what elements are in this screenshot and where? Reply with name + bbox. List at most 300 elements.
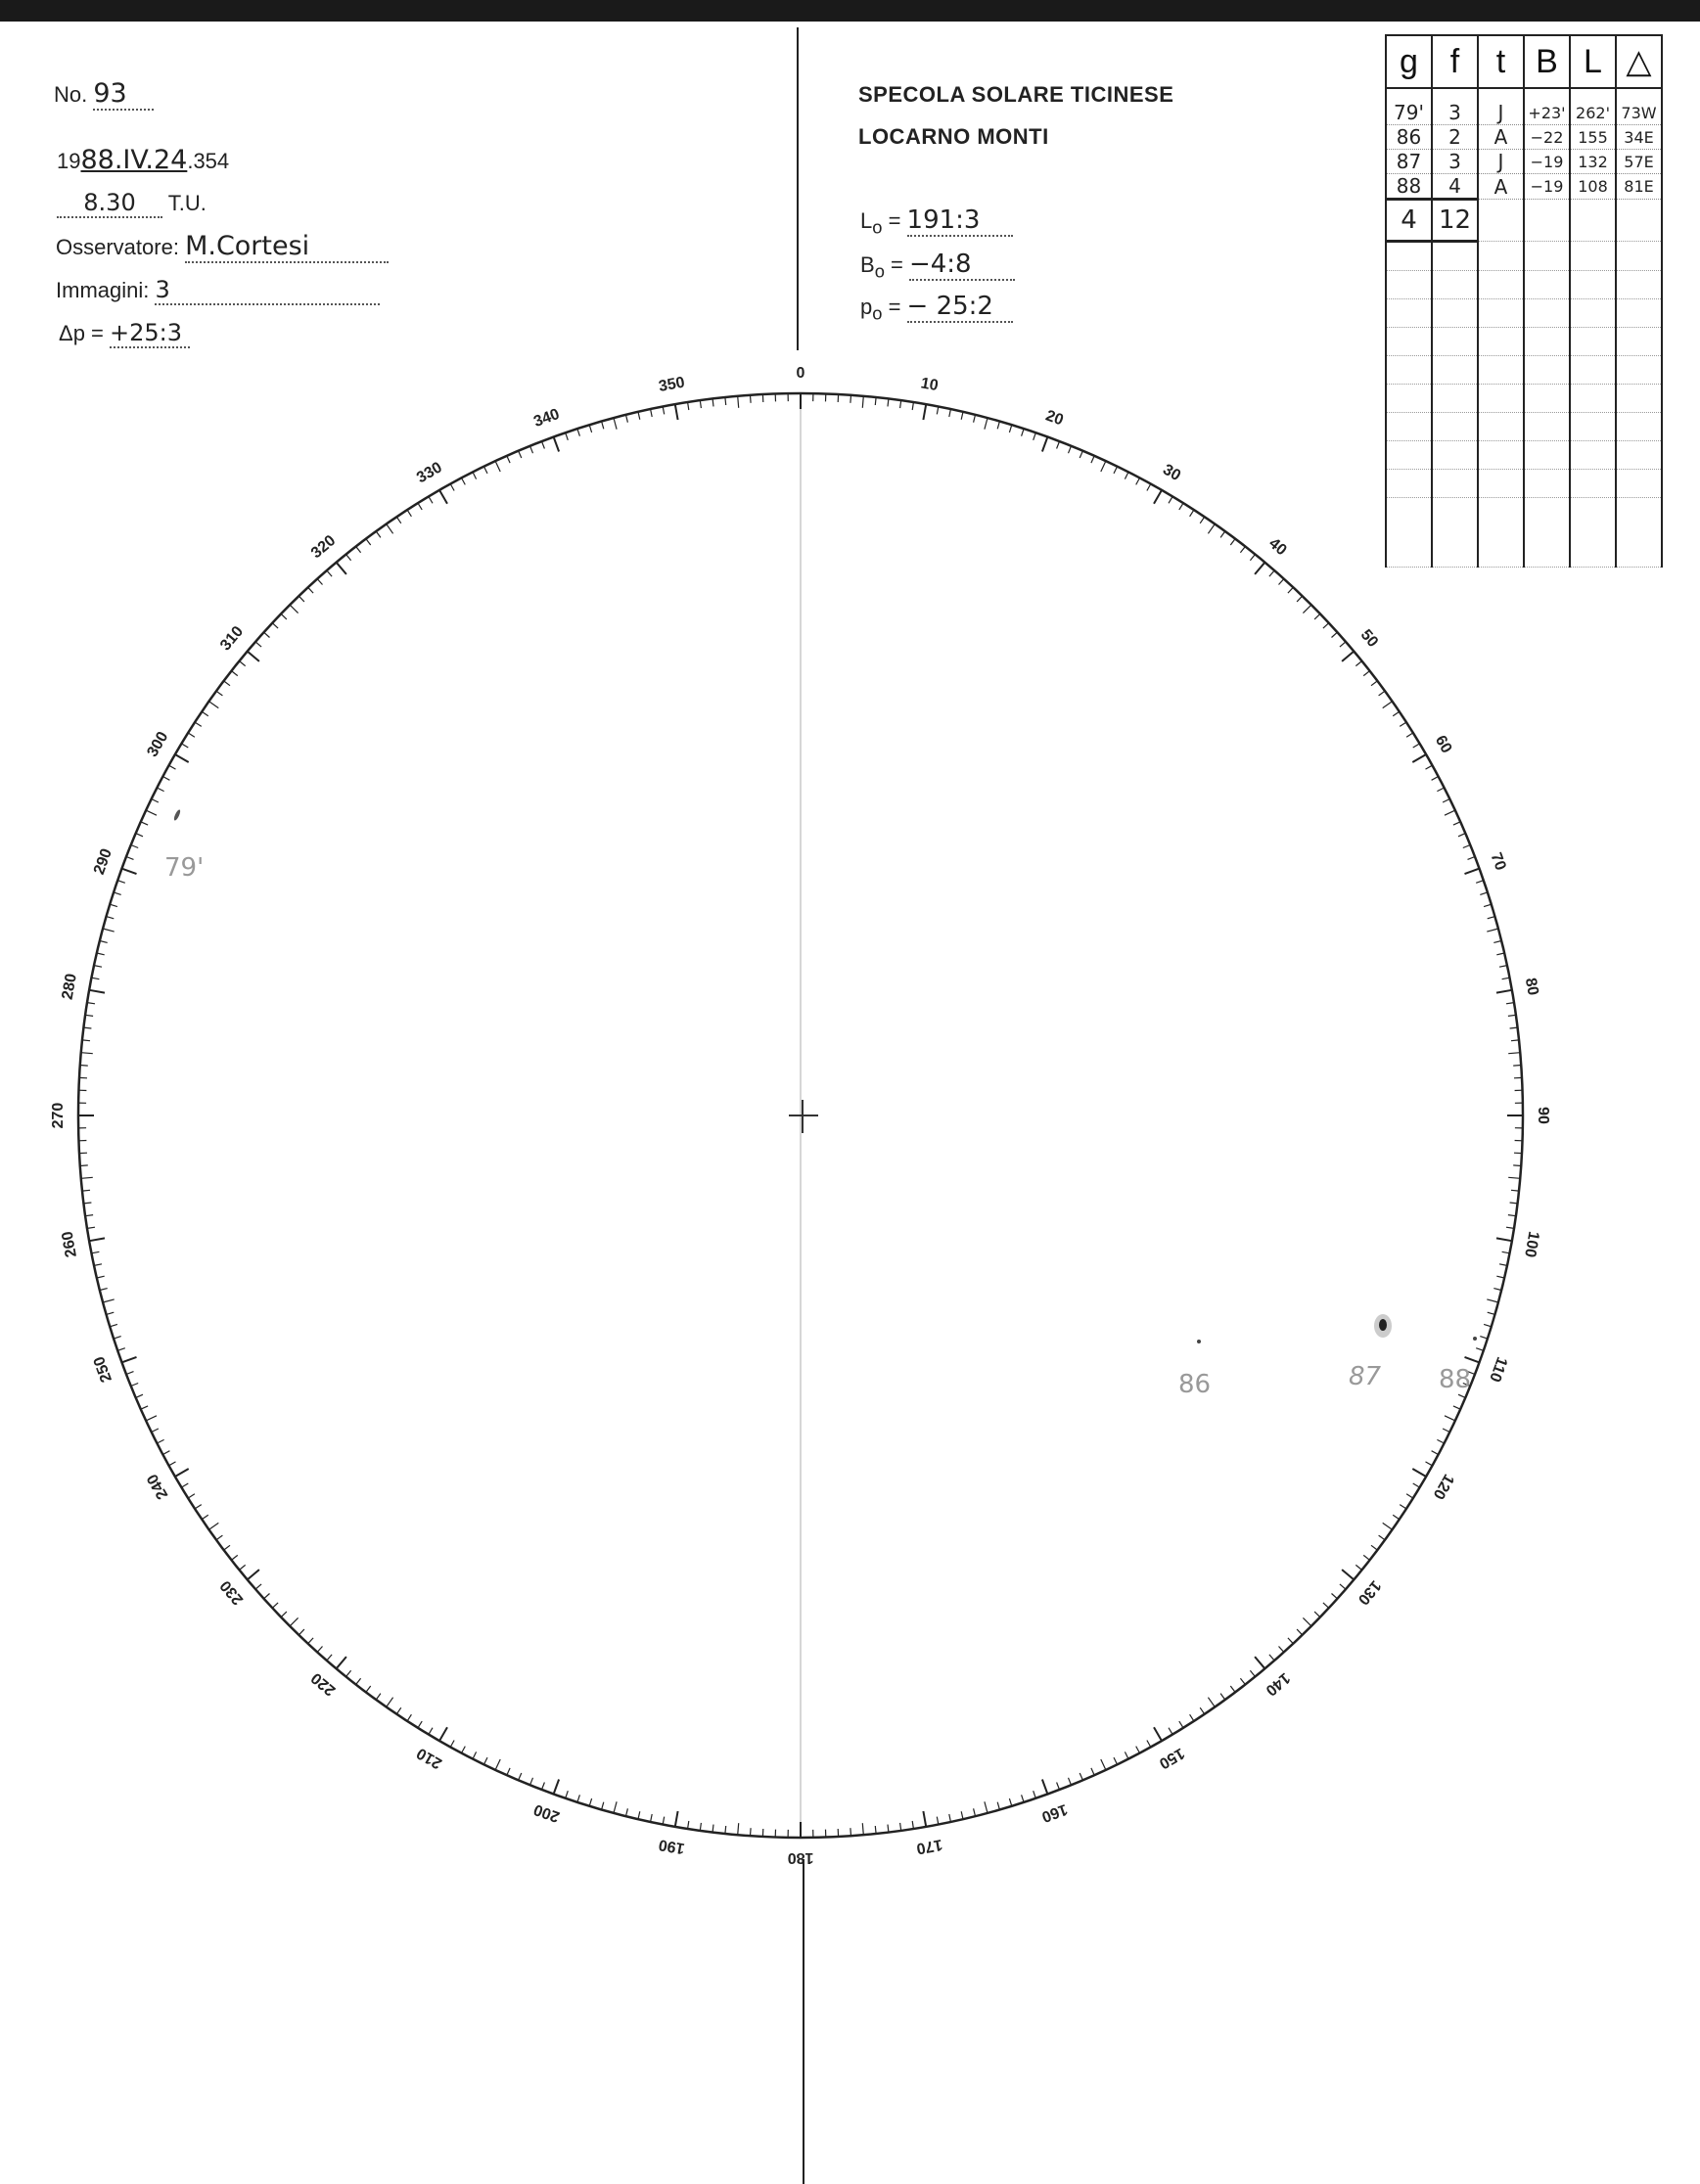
delta-p-value: +25:3: [110, 319, 190, 348]
degree-tick: [602, 1802, 604, 1810]
degree-tick: [1496, 990, 1512, 993]
degree-tick: [1445, 1416, 1455, 1421]
degree-tick: [1437, 1439, 1444, 1443]
degree-tick: [1488, 917, 1495, 919]
cell: 108: [1570, 174, 1616, 200]
degree-tick: [1057, 441, 1060, 449]
institution-name: SPECOLA SOLARE TICINESE: [858, 82, 1174, 107]
degree-tick: [1487, 929, 1498, 932]
degree-label: 10: [919, 375, 940, 395]
degree-tick: [1476, 1348, 1484, 1351]
degree-tick: [122, 1357, 137, 1363]
degree-tick: [202, 711, 208, 716]
degree-tick: [937, 407, 939, 415]
degree-tick: [224, 681, 230, 686]
degree-tick: [114, 1337, 121, 1340]
degree-tick: [589, 1798, 591, 1806]
degree-tick: [290, 605, 298, 613]
degree-tick: [84, 1203, 92, 1204]
degree-tick: [152, 1429, 159, 1433]
degree-tick: [519, 451, 522, 458]
degree-tick: [1484, 1324, 1492, 1326]
degree-tick: [1432, 777, 1439, 781]
col-t: t: [1478, 35, 1524, 88]
degree-tick: [89, 990, 105, 993]
cell: A: [1478, 174, 1524, 200]
sunspot-mark: [173, 809, 182, 822]
degree-tick: [308, 587, 313, 593]
degree-tick: [1480, 1337, 1488, 1340]
cell: 87: [1386, 150, 1432, 174]
p0-value: − 25:2: [907, 292, 1013, 323]
cell: −22: [1524, 125, 1570, 150]
degree-label: 130: [1354, 1576, 1385, 1609]
degree-tick: [675, 1811, 678, 1827]
degree-tick: [1034, 432, 1036, 440]
degree-tick: [923, 404, 926, 420]
degree-tick: [1022, 429, 1025, 436]
degree-tick: [224, 1545, 230, 1550]
institution-location: LOCARNO MONTI: [858, 124, 1049, 149]
degree-tick: [346, 555, 351, 561]
degree-label: 320: [307, 531, 340, 563]
degree-tick: [100, 941, 108, 943]
degree-tick: [429, 496, 433, 503]
param-p0: $p_o$ = − 25:2: [860, 292, 1013, 324]
degree-tick: [157, 1439, 163, 1443]
degree-tick: [1463, 845, 1471, 848]
degree-tick: [997, 422, 999, 430]
degree-tick: [1230, 1686, 1235, 1692]
degree-tick: [912, 402, 913, 410]
degree-tick: [209, 702, 219, 708]
center-cross: [789, 1100, 818, 1133]
degree-tick: [614, 418, 617, 430]
images-label: Immagini:: [56, 278, 150, 302]
degree-tick: [1371, 1545, 1377, 1550]
degree-tick: [1355, 661, 1361, 666]
degree-tick: [1340, 1584, 1346, 1589]
degree-tick: [1200, 1707, 1205, 1714]
degree-tick: [248, 1570, 259, 1579]
sunspot-label-79: 79': [164, 853, 205, 883]
col-l: L: [1570, 35, 1616, 88]
degree-tick: [1332, 632, 1338, 637]
degree-tick: [450, 1741, 454, 1748]
degree-tick: [1154, 490, 1162, 504]
degree-label: 150: [1156, 1744, 1187, 1772]
cell: −19: [1524, 150, 1570, 174]
degree-tick: [1340, 642, 1346, 647]
degree-tick: [1342, 652, 1354, 661]
degree-tick: [396, 517, 401, 523]
cell: +23': [1524, 88, 1570, 125]
degree-tick: [1400, 722, 1406, 726]
degree-tick: [530, 1778, 533, 1786]
degree-tick: [231, 1555, 237, 1560]
degree-tick: [1493, 1289, 1501, 1291]
degree-tick: [1169, 496, 1172, 503]
degree-tick: [974, 415, 976, 423]
cell: J: [1478, 88, 1524, 125]
degree-tick: [264, 632, 270, 637]
cell: 86: [1386, 125, 1432, 150]
degree-tick: [566, 1791, 569, 1798]
date-suffix: .354: [187, 149, 230, 173]
degree-tick: [1493, 941, 1501, 943]
degree-tick: [97, 1276, 105, 1278]
degree-tick: [961, 412, 963, 420]
degree-tick: [1297, 1629, 1303, 1635]
degree-tick: [1453, 822, 1460, 825]
degree-tick: [216, 691, 223, 696]
degree-tick: [1125, 472, 1128, 478]
degree-tick: [264, 1594, 270, 1599]
degree-tick: [1393, 711, 1400, 716]
degree-label: 230: [216, 1576, 248, 1609]
degree-tick: [484, 1757, 488, 1764]
degree-tick: [589, 425, 591, 432]
degree-tick: [317, 579, 322, 585]
degree-tick: [1034, 1791, 1036, 1798]
degree-tick: [1426, 765, 1433, 769]
degree-tick: [626, 415, 628, 423]
degree-tick: [712, 1825, 713, 1833]
degree-tick: [1279, 1647, 1284, 1653]
sunspot-label-87: 87: [1349, 1362, 1382, 1391]
degree-tick: [1208, 1698, 1215, 1707]
degree-tick: [1179, 1721, 1183, 1728]
degree-tick: [1400, 1505, 1406, 1509]
degree-tick: [1255, 563, 1264, 574]
degree-tick: [103, 1299, 115, 1302]
degree-tick: [131, 1384, 139, 1387]
degree-tick: [202, 1515, 208, 1520]
degree-tick: [862, 1823, 863, 1835]
degree-tick: [327, 570, 332, 576]
degree-tick: [507, 1768, 510, 1775]
cell: 4: [1432, 174, 1478, 200]
degree-tick: [181, 1483, 188, 1487]
degree-tick: [1240, 1678, 1245, 1684]
degree-tick: [1009, 425, 1011, 432]
degree-tick: [175, 754, 189, 762]
degree-tick: [376, 1694, 381, 1701]
degree-label: 20: [1043, 407, 1066, 430]
degree-tick: [281, 614, 287, 619]
degree-tick: [1250, 1670, 1255, 1676]
cell: 34E: [1616, 125, 1662, 150]
degree-tick: [110, 1324, 117, 1326]
degree-tick: [81, 1177, 93, 1178]
degree-tick: [1508, 1053, 1520, 1054]
degree-tick: [1220, 531, 1225, 538]
degree-tick: [281, 1612, 287, 1617]
degree-tick: [308, 1638, 313, 1644]
degree-tick: [136, 1394, 143, 1397]
param-l0: $L_o$ = 191:3: [860, 205, 1013, 238]
degree-tick: [577, 1795, 580, 1802]
degree-tick: [888, 399, 889, 407]
degree-tick: [387, 1698, 393, 1707]
degree-tick: [146, 810, 157, 815]
cell: A: [1478, 125, 1524, 150]
degree-tick: [1200, 517, 1205, 523]
degree-tick: [117, 881, 125, 884]
degree-tick: [240, 661, 246, 666]
degree-tick: [542, 441, 545, 449]
degree-tick: [1288, 1638, 1293, 1644]
degree-tick: [700, 400, 701, 408]
degree-tick: [507, 456, 510, 463]
sunspot-mark: [1473, 1337, 1477, 1341]
degree-tick: [84, 1027, 92, 1028]
degree-tick: [195, 722, 202, 726]
cell: 57E: [1616, 150, 1662, 174]
degree-tick: [141, 1406, 148, 1409]
degree-tick: [418, 503, 422, 510]
degree-tick: [900, 1823, 901, 1831]
degree-tick: [1179, 503, 1183, 510]
degree-tick: [1220, 1694, 1225, 1701]
degree-label: 80: [1521, 977, 1541, 997]
degree-tick: [1406, 733, 1413, 737]
degree-tick: [1022, 1795, 1025, 1802]
degree-tick: [87, 1227, 95, 1228]
degree-tick: [1496, 1238, 1512, 1241]
degree-tick: [1342, 1570, 1354, 1579]
degree-tick: [1288, 587, 1293, 593]
l0-sub: o: [872, 216, 883, 238]
degree-tick: [688, 1821, 689, 1829]
degree-tick: [1499, 1264, 1507, 1266]
degree-tick: [875, 397, 876, 405]
degree-tick: [1009, 1798, 1011, 1806]
degree-label: 250: [90, 1353, 116, 1385]
degree-tick: [1057, 1783, 1060, 1791]
degree-tick: [231, 671, 237, 676]
degree-tick: [602, 422, 604, 430]
degree-tick: [1190, 510, 1194, 517]
degree-tick: [188, 733, 195, 737]
sunspot-group-86: [1178, 1340, 1211, 1399]
degree-tick: [1269, 570, 1274, 576]
degree-tick: [651, 1814, 653, 1822]
degree-tick: [117, 1348, 125, 1351]
degree-label: 110: [1486, 1354, 1510, 1385]
degree-tick: [700, 1823, 701, 1831]
degree-tick: [299, 596, 304, 602]
degree-tick: [87, 1003, 95, 1004]
degree-tick: [1458, 1394, 1465, 1397]
degree-tick: [1101, 1759, 1106, 1770]
degree-tick: [1323, 1603, 1329, 1608]
degree-tick: [1383, 1523, 1393, 1529]
degree-tick: [407, 1714, 411, 1721]
observer-value: M.Cortesi: [185, 231, 389, 263]
time-value: 8.30: [57, 189, 162, 218]
degree-label: 60: [1431, 732, 1455, 756]
degree-tick: [1383, 702, 1393, 708]
param-b0: $B_o$ = −4:8: [860, 250, 1015, 282]
sunspot-group-87: [1349, 1314, 1392, 1391]
degree-tick: [1506, 1227, 1514, 1228]
degree-tick: [346, 1670, 351, 1676]
cell: 81E: [1616, 174, 1662, 200]
degree-tick: [1069, 446, 1072, 454]
degree-tick: [651, 409, 653, 417]
total-groups: 4: [1386, 200, 1432, 242]
degree-tick: [1279, 579, 1284, 585]
degree-tick: [366, 539, 371, 545]
degree-tick: [738, 396, 739, 408]
degree-tick: [272, 623, 278, 628]
degree-tick: [1091, 1768, 1094, 1775]
degree-tick: [949, 1814, 951, 1822]
degree-tick: [1511, 1040, 1519, 1041]
col-f: f: [1432, 35, 1478, 88]
degree-label: 160: [1038, 1799, 1070, 1826]
degree-tick: [738, 1823, 739, 1835]
degree-label: 180: [787, 1848, 814, 1866]
degree-tick: [1437, 788, 1444, 792]
degree-tick: [1510, 1203, 1518, 1204]
degree-tick: [103, 929, 115, 932]
cell: 132: [1570, 150, 1616, 174]
degree-tick: [1506, 1003, 1514, 1004]
degree-tick: [1413, 744, 1420, 748]
degree-label: 0: [796, 365, 805, 383]
degree-tick: [1114, 467, 1118, 474]
degree-tick: [900, 400, 901, 408]
degree-tick: [495, 461, 500, 472]
b0-sub: o: [874, 260, 885, 282]
degree-tick: [725, 397, 726, 405]
degree-tick: [937, 1817, 939, 1825]
degree-tick: [1355, 1565, 1361, 1570]
degree-tick: [82, 1190, 90, 1191]
degree-tick: [407, 510, 411, 517]
degree-tick: [1445, 810, 1455, 815]
degree-tick: [122, 869, 137, 875]
degree-tick: [1147, 1741, 1151, 1748]
degree-tick: [1487, 1299, 1498, 1302]
degree-label: 310: [216, 622, 248, 655]
degree-tick: [85, 1015, 93, 1016]
degree-tick: [1412, 754, 1426, 762]
cell: 155: [1570, 125, 1616, 150]
degree-tick: [688, 402, 689, 410]
degree-tick: [376, 531, 381, 538]
degree-label: 170: [915, 1836, 944, 1857]
degree-tick: [1101, 461, 1106, 472]
degree-tick: [1502, 1251, 1510, 1253]
degree-tick: [1508, 1015, 1516, 1016]
degree-label: 120: [1429, 1471, 1457, 1502]
degree-tick: [1508, 1177, 1520, 1178]
degree-tick: [923, 1811, 926, 1827]
degree-tick: [157, 788, 163, 792]
degree-tick: [1147, 484, 1151, 491]
degree-tick: [387, 524, 393, 534]
observer-label: Osservatore:: [56, 235, 179, 259]
degree-tick: [255, 1584, 261, 1589]
degree-tick: [1443, 1429, 1449, 1433]
degree-tick: [912, 1821, 913, 1829]
degree-tick: [473, 472, 477, 478]
degree-tick: [1496, 953, 1504, 955]
degree-tick: [663, 407, 665, 415]
degree-tick: [107, 917, 115, 919]
degree-tick: [195, 1505, 202, 1509]
degree-tick: [317, 1647, 322, 1653]
degree-tick: [439, 1727, 447, 1741]
degree-tick: [1208, 524, 1215, 534]
degree-tick: [299, 1629, 304, 1635]
degree-tick: [862, 396, 863, 408]
degree-tick: [1465, 1357, 1480, 1363]
degree-tick: [92, 1251, 100, 1253]
degree-tick: [1379, 691, 1386, 696]
time-unit: T.U.: [167, 191, 207, 215]
degree-label: 210: [414, 1744, 445, 1772]
degree-tick: [162, 777, 169, 781]
degree-tick: [1042, 1780, 1048, 1795]
degree-tick: [366, 1686, 371, 1692]
degree-tick: [577, 429, 580, 436]
degree-label: 220: [307, 1668, 340, 1700]
sunspot-umbra: [1379, 1319, 1387, 1331]
degree-tick: [216, 1535, 223, 1540]
degree-label: 90: [1534, 1107, 1551, 1124]
degree-tick: [337, 1657, 346, 1668]
degree-tick: [152, 799, 159, 803]
cell: 3: [1432, 88, 1478, 125]
degree-tick: [530, 446, 533, 454]
date-prefix: 19: [57, 149, 81, 173]
degree-tick: [1332, 1594, 1338, 1599]
degree-tick: [356, 1678, 361, 1684]
degree-tick: [974, 1808, 976, 1816]
degree-tick: [949, 409, 951, 417]
cell: 3: [1432, 150, 1478, 174]
degree-tick: [1393, 1515, 1400, 1520]
date-value: 88.IV.24: [80, 145, 188, 175]
degree-tick: [554, 1780, 560, 1795]
sunspot-mark: [1197, 1340, 1201, 1343]
degree-tick: [1426, 1462, 1433, 1466]
b0-label: B: [860, 252, 875, 277]
degree-tick: [1042, 437, 1048, 452]
degree-tick: [712, 399, 713, 407]
total-spots: 12: [1432, 200, 1478, 242]
degree-tick: [1496, 1276, 1504, 1278]
degree-label: 330: [414, 459, 445, 487]
sunspot-group-79: [164, 809, 204, 883]
degree-tick: [638, 1811, 640, 1819]
degree-tick: [1458, 834, 1465, 837]
degree-tick: [327, 1655, 332, 1661]
degree-tick: [1363, 671, 1369, 676]
degree-tick: [272, 1603, 278, 1608]
degree-tick: [169, 1462, 176, 1466]
degree-tick: [209, 1523, 219, 1529]
degree-tick: [248, 652, 259, 661]
degree-tick: [519, 1773, 522, 1780]
degree-tick: [89, 1238, 105, 1241]
cell: −19: [1524, 174, 1570, 200]
degree-tick: [1465, 869, 1480, 875]
